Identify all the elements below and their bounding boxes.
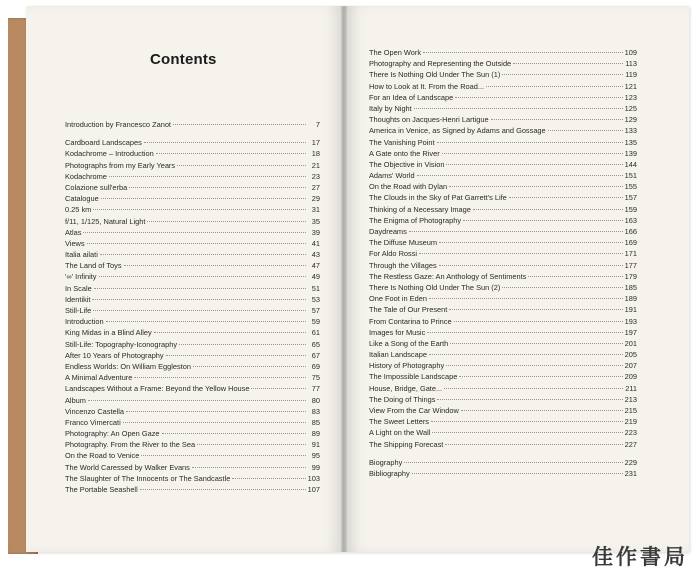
toc-entry: [65, 327, 320, 338]
toc-entry: [65, 171, 320, 182]
toc-entry-title: There Is Nothing Old Under The Sun (2): [369, 282, 501, 292]
toc-entry-page: 179: [624, 271, 637, 281]
toc-entry-page: 157: [624, 193, 637, 203]
toc-entry: [369, 271, 637, 282]
toc-entry-title: 0.25 km: [65, 205, 92, 215]
dot-leader: [144, 142, 306, 143]
dot-leader: [528, 276, 622, 277]
toc-entry: [65, 462, 320, 473]
toc-entry-page: 166: [624, 227, 637, 236]
toc-entry-page: 197: [624, 327, 637, 337]
toc-entry-page: 229: [624, 457, 637, 467]
dot-leader: [173, 124, 306, 125]
toc-entry-title: The Doing of Things: [369, 394, 436, 404]
dot-leader: [446, 164, 622, 165]
dot-leader: [141, 455, 306, 456]
toc-entry-page: 18: [311, 149, 320, 159]
toc-entry-page: 223: [624, 428, 637, 438]
toc-entry-title: Photographs from my Early Years: [65, 160, 176, 170]
toc-entry: [65, 473, 320, 484]
toc-entry-page: 53: [311, 294, 320, 304]
toc-entry-title: Colazione sull'erba: [65, 182, 128, 192]
toc-left-list: [65, 119, 320, 495]
toc-entry-title: A Minimal Adventure: [65, 373, 133, 383]
toc-entry-page: 39: [311, 227, 320, 237]
toc-entry-page: 125: [624, 103, 637, 113]
toc-entry-page: 77: [311, 384, 320, 394]
toc-entry: [65, 193, 320, 204]
dot-leader: [156, 153, 306, 154]
toc-entry-page: 211: [625, 383, 637, 393]
dot-leader: [193, 366, 306, 367]
toc-entry-page: 91: [311, 440, 320, 450]
toc-entry-title: How to Look at It. From the Road...: [369, 81, 485, 91]
toc-entry-page: 215: [624, 406, 637, 415]
toc-entry-title: Bibliography: [369, 468, 410, 478]
dot-leader: [88, 400, 306, 401]
toc-entry: [369, 204, 637, 215]
toc-entry-page: 23: [311, 171, 320, 181]
toc-entry-page: 231: [624, 468, 637, 478]
toc-entry-page: 209: [624, 372, 637, 382]
toc-entry-page: 80: [311, 395, 320, 405]
dot-leader: [134, 377, 306, 378]
dot-leader: [450, 343, 622, 344]
dot-leader: [463, 220, 623, 221]
toc-entry: [369, 468, 637, 479]
dot-leader: [548, 130, 623, 131]
toc-entry-title: Thinking of a Necessary Image: [369, 204, 471, 214]
toc-entry-title: Through the Villages: [369, 260, 437, 270]
toc-entry-page: 107: [307, 485, 320, 494]
toc-entry-title: Landscapes Without a Frame: Beyond the Yellow House: [65, 384, 250, 394]
toc-entry-page: 65: [311, 339, 320, 349]
toc-entry-title: Endless Worlds: On William Eggleston: [65, 361, 191, 371]
dot-leader: [442, 153, 623, 154]
toc-entry: [369, 170, 637, 181]
toc-entry-title: The Clouds in the Sky of Pat Garrett's Life: [369, 193, 507, 203]
toc-entry-page: 205: [624, 350, 637, 360]
toc-entry-title: Catalogue: [65, 194, 99, 204]
toc-entry-page: 219: [624, 417, 637, 427]
toc-entry: [369, 226, 637, 237]
toc-entry-title: Still-Life: Topography-Iconography: [65, 339, 178, 349]
toc-entry-title: For an Idea of Landscape: [369, 92, 454, 102]
toc-entry: [369, 137, 637, 148]
toc-entry: [369, 457, 637, 468]
toc-entry-title: A Light on the Wall: [369, 428, 431, 438]
toc-entry-title: Introduction by Francesco Zanot: [65, 120, 171, 129]
toc-entry: [65, 450, 320, 461]
toc-entry: [65, 227, 320, 238]
toc-entry: [369, 338, 637, 349]
toc-entry-title: From Contarina to Prince: [369, 316, 452, 326]
dot-leader: [177, 165, 306, 166]
toc-entry: [369, 248, 637, 259]
dot-leader: [444, 388, 623, 389]
dot-leader: [232, 478, 305, 479]
toc-entry: [369, 427, 637, 438]
toc-entry: [65, 484, 320, 495]
toc-entry-page: 171: [624, 249, 637, 259]
toc-entry: [65, 372, 320, 383]
toc-entry: [369, 405, 637, 416]
toc-entry-page: 151: [624, 171, 637, 181]
toc-entry-title: Adams' World: [369, 171, 415, 181]
toc-entry-page: 43: [311, 250, 320, 260]
toc-entry-title: The Diffuse Museum: [369, 238, 438, 248]
toc-entry-title: Cardboard Landscapes: [65, 138, 142, 148]
toc-entry-page: 27: [311, 182, 320, 192]
dot-leader: [154, 332, 306, 333]
toc-entry-title: The Objective in Vision: [369, 159, 445, 169]
toc-entry: [369, 394, 637, 405]
toc-entry-page: 7: [315, 120, 320, 129]
toc-entry-title: f/11, 1/125, Natural Light: [65, 216, 146, 226]
toc-entry: [369, 215, 637, 226]
dot-leader: [162, 433, 306, 434]
toc-entry: [369, 69, 637, 80]
toc-entry-title: The Slaughter of The Innocents or The Sandcastle: [65, 473, 231, 483]
toc-entry-title: The Open Work: [369, 48, 422, 57]
toc-entry-title: Atlas: [65, 227, 82, 237]
toc-entry-title: Identikit: [65, 294, 91, 304]
toc-entry-title: Photography. From the River to the Sea: [65, 440, 196, 450]
toc-entry-title: Italian Landscape: [369, 350, 427, 360]
dot-leader: [454, 321, 623, 322]
toc-entry: [65, 260, 320, 271]
dot-leader: [502, 74, 623, 75]
toc-entry-title: For Aldo Rossi: [369, 249, 418, 259]
toc-entry-page: 75: [311, 373, 320, 383]
toc-entry-page: 95: [311, 451, 320, 461]
dot-leader: [431, 421, 623, 422]
dot-leader: [445, 444, 622, 445]
toc-entry-title: The Impossible Landscape: [369, 372, 458, 382]
toc-entry: [369, 371, 637, 382]
toc-entry-page: 119: [625, 70, 637, 80]
toc-entry-title: The Restless Gaze: An Anthology of Sentiments: [369, 271, 527, 281]
toc-entry-title: The Land of Toys: [65, 261, 122, 271]
toc-entry: [369, 114, 637, 125]
toc-entry-page: 109: [624, 48, 637, 57]
toc-entry: [369, 58, 637, 69]
dot-leader: [123, 422, 306, 423]
toc-entry-page: 129: [624, 115, 637, 125]
toc-entry-page: 189: [624, 294, 637, 304]
dot-leader: [101, 198, 306, 199]
dot-leader: [92, 299, 306, 300]
dot-leader: [147, 221, 306, 222]
toc-entry-page: 57: [311, 306, 320, 315]
toc-entry-title: Italy by Night: [369, 103, 412, 113]
dot-leader: [423, 52, 623, 53]
dot-leader: [437, 399, 622, 400]
toc-entry-page: 29: [311, 194, 320, 204]
dot-leader: [99, 276, 306, 277]
toc-entry: [65, 395, 320, 406]
toc-entry-title: On the Road with Dylan: [369, 182, 448, 192]
toc-entry-title: Vincenzo Castella: [65, 406, 125, 416]
dot-leader: [432, 432, 622, 433]
toc-entry-page: 83: [311, 406, 320, 416]
dot-leader: [126, 411, 306, 412]
toc-entry-title: After 10 Years of Photography: [65, 350, 164, 360]
toc-entry-title: Album: [65, 395, 86, 405]
toc-entry: [369, 349, 637, 360]
toc-entry: [369, 181, 637, 192]
toc-entry: [65, 428, 320, 439]
dot-leader: [449, 186, 623, 187]
toc-entry-page: 49: [311, 272, 320, 282]
dot-leader: [251, 388, 306, 389]
toc-entry-page: 159: [624, 204, 637, 214]
dot-leader: [409, 231, 623, 232]
toc-entry: [369, 327, 637, 338]
toc-entry: [65, 417, 320, 428]
toc-entry-page: 67: [311, 350, 320, 360]
dot-leader: [417, 175, 623, 176]
dot-leader: [140, 489, 306, 490]
book-gutter: [341, 6, 347, 552]
dot-leader: [83, 232, 306, 233]
toc-entry-title: The Shipping Forecast: [369, 439, 444, 449]
toc-entry: [65, 406, 320, 417]
watermark-logo: 佳作書局: [592, 545, 688, 569]
toc-entry: [65, 271, 320, 282]
toc-entry: [65, 305, 320, 316]
toc-entry: [65, 439, 320, 450]
dot-leader: [419, 253, 623, 254]
dot-leader: [502, 287, 622, 288]
toc-entry-page: 31: [311, 205, 320, 215]
toc-entry: [65, 160, 320, 171]
toc-entry-page: 99: [311, 462, 320, 472]
toc-entry-title: America in Venice, as Signed by Adams and Gossage: [369, 126, 546, 136]
toc-entry-page: 163: [624, 215, 637, 225]
toc-entry: [369, 282, 637, 293]
toc-entry-page: 135: [624, 137, 637, 147]
toc-entry-page: 121: [624, 81, 637, 91]
toc-entry: [65, 350, 320, 361]
toc-entry: [369, 237, 637, 248]
toc-entry: [65, 119, 320, 130]
toc-entry-title: Kodachrome: [65, 171, 107, 181]
toc-entry: [65, 182, 320, 193]
toc-entry-title: The Enigma of Photography: [369, 215, 462, 225]
contents-title: Contents: [150, 51, 217, 68]
dot-leader: [100, 254, 306, 255]
toc-entry-title: History of Photography: [369, 361, 445, 371]
toc-entry: [65, 238, 320, 249]
toc-entry-page: 21: [311, 160, 320, 170]
toc-entry-title: Views: [65, 238, 85, 248]
toc-entry-page: 191: [624, 305, 637, 315]
toc-entry-title: King Midas in a Blind Alley: [65, 328, 152, 338]
dot-leader: [106, 321, 306, 322]
dot-leader: [109, 176, 306, 177]
dot-leader: [404, 462, 622, 463]
dot-leader: [486, 86, 623, 87]
toc-entry-title: Introduction: [65, 317, 104, 327]
toc-entry-page: 207: [624, 361, 637, 371]
toc-entry-title: There Is Nothing Old Under The Sun (1): [369, 70, 501, 80]
toc-entry: [369, 293, 637, 304]
toc-entry: [65, 383, 320, 394]
toc-entry-title: Italia ailati: [65, 250, 98, 260]
toc-entry-title: Photography: An Open Gaze: [65, 429, 160, 439]
toc-entry-page: 169: [624, 238, 637, 248]
toc-entry: [65, 294, 320, 305]
toc-entry-title: Photography and Representing the Outside: [369, 59, 512, 69]
dot-leader: [473, 209, 623, 210]
dot-leader: [87, 243, 306, 244]
toc-entry-page: 85: [311, 417, 320, 427]
dot-leader: [93, 310, 306, 311]
toc-entry-title: The Vanishing Point: [369, 137, 435, 147]
toc-entry-page: 155: [624, 182, 637, 192]
toc-entry-title: The Portable Seashell: [65, 485, 138, 494]
toc-entry-page: 123: [624, 92, 637, 102]
toc-entry-title: Franco Vimercati: [65, 417, 121, 427]
dot-leader: [459, 376, 622, 377]
toc-entry: [369, 159, 637, 170]
toc-entry-page: 113: [625, 59, 637, 69]
dot-leader: [513, 63, 623, 64]
toc-entry-title: Daydreams: [369, 227, 407, 236]
toc-entry: [369, 439, 637, 450]
toc-entry-title: One Foot in Eden: [369, 294, 427, 304]
toc-entry: [369, 304, 637, 315]
dot-leader: [446, 365, 622, 366]
toc-entry: [369, 416, 637, 427]
toc-entry-title: Like a Song of the Earth: [369, 338, 449, 348]
toc-entry: [65, 339, 320, 350]
toc-entry-page: 35: [311, 216, 320, 226]
toc-entry-title: A Gate onto the River: [369, 148, 440, 158]
toc-entry-page: 193: [624, 316, 637, 326]
toc-entry-title: The Sweet Letters: [369, 417, 429, 427]
toc-entry-page: 177: [624, 260, 637, 270]
toc-entry-page: 139: [624, 148, 637, 158]
toc-entry-title: House, Bridge, Gate...: [369, 383, 443, 393]
toc-entry: [369, 125, 637, 136]
dot-leader: [197, 444, 306, 445]
toc-entry: [369, 148, 637, 159]
toc-entry-title: '∞' Infinity: [65, 272, 97, 282]
toc-entry: [369, 47, 637, 58]
toc-entry-title: The World Caressed by Walker Evans: [65, 462, 190, 472]
dot-leader: [414, 108, 623, 109]
dot-leader: [429, 298, 623, 299]
toc-entry-title: View From the Car Window: [369, 406, 459, 415]
toc-entry: [65, 137, 320, 148]
toc-entry-page: 185: [624, 282, 637, 292]
toc-entry-page: 103: [307, 473, 320, 483]
toc-entry-title: Biography: [369, 457, 403, 467]
toc-entry: [65, 204, 320, 215]
toc-entry: [65, 361, 320, 372]
toc-entry-page: 213: [624, 394, 637, 404]
dot-leader: [439, 242, 623, 243]
dot-leader: [93, 209, 306, 210]
toc-entry: [65, 249, 320, 260]
toc-entry-page: 59: [311, 317, 320, 327]
dot-leader: [461, 410, 623, 411]
toc-entry-page: 47: [311, 261, 320, 271]
toc-entry-page: 201: [624, 338, 637, 348]
toc-entry-title: On the Road to Venice: [65, 451, 140, 461]
toc-entry: [369, 383, 637, 394]
toc-entry-page: 17: [311, 138, 320, 148]
toc-entry-title: Kodachrome – Introduction: [65, 149, 154, 159]
toc-entry-page: 51: [311, 283, 320, 293]
toc-entry: [369, 103, 637, 114]
toc-entry-page: 41: [311, 238, 320, 248]
toc-entry: [369, 192, 637, 203]
dot-leader: [412, 473, 623, 474]
dot-leader: [449, 309, 622, 310]
dot-leader: [129, 187, 306, 188]
dot-leader: [94, 288, 306, 289]
dot-leader: [437, 142, 623, 143]
toc-entry: [369, 360, 637, 371]
toc-entry: [65, 216, 320, 227]
toc-entry-title: Thoughts on Jacques-Henri Lartigue: [369, 115, 489, 125]
dot-leader: [124, 265, 306, 266]
toc-entry: [65, 316, 320, 327]
toc-entry: [65, 148, 320, 159]
dot-leader: [439, 265, 623, 266]
dot-leader: [491, 119, 623, 120]
toc-entry-title: Still-Life: [65, 306, 92, 315]
toc-entry-title: In Scale: [65, 283, 92, 293]
toc-entry-page: 133: [624, 126, 637, 136]
dot-leader: [429, 354, 623, 355]
toc-entry-title: Images for Music: [369, 327, 426, 337]
toc-entry: [369, 316, 637, 327]
toc-entry: [369, 92, 637, 103]
toc-entry-page: 61: [311, 328, 320, 338]
dot-leader: [192, 467, 306, 468]
toc-entry: [369, 81, 637, 92]
toc-entry: [65, 283, 320, 294]
dot-leader: [509, 197, 623, 198]
toc-entry-page: 89: [311, 429, 320, 439]
dot-leader: [179, 344, 306, 345]
toc-right-list: [369, 47, 637, 479]
toc-entry: [369, 260, 637, 271]
dot-leader: [427, 332, 622, 333]
dot-leader: [455, 97, 622, 98]
toc-entry-title: The Tale of Our Present: [369, 305, 448, 315]
toc-entry-page: 144: [624, 159, 637, 169]
toc-entry-page: 227: [624, 439, 637, 449]
dot-leader: [166, 355, 306, 356]
toc-entry-page: 69: [311, 361, 320, 371]
